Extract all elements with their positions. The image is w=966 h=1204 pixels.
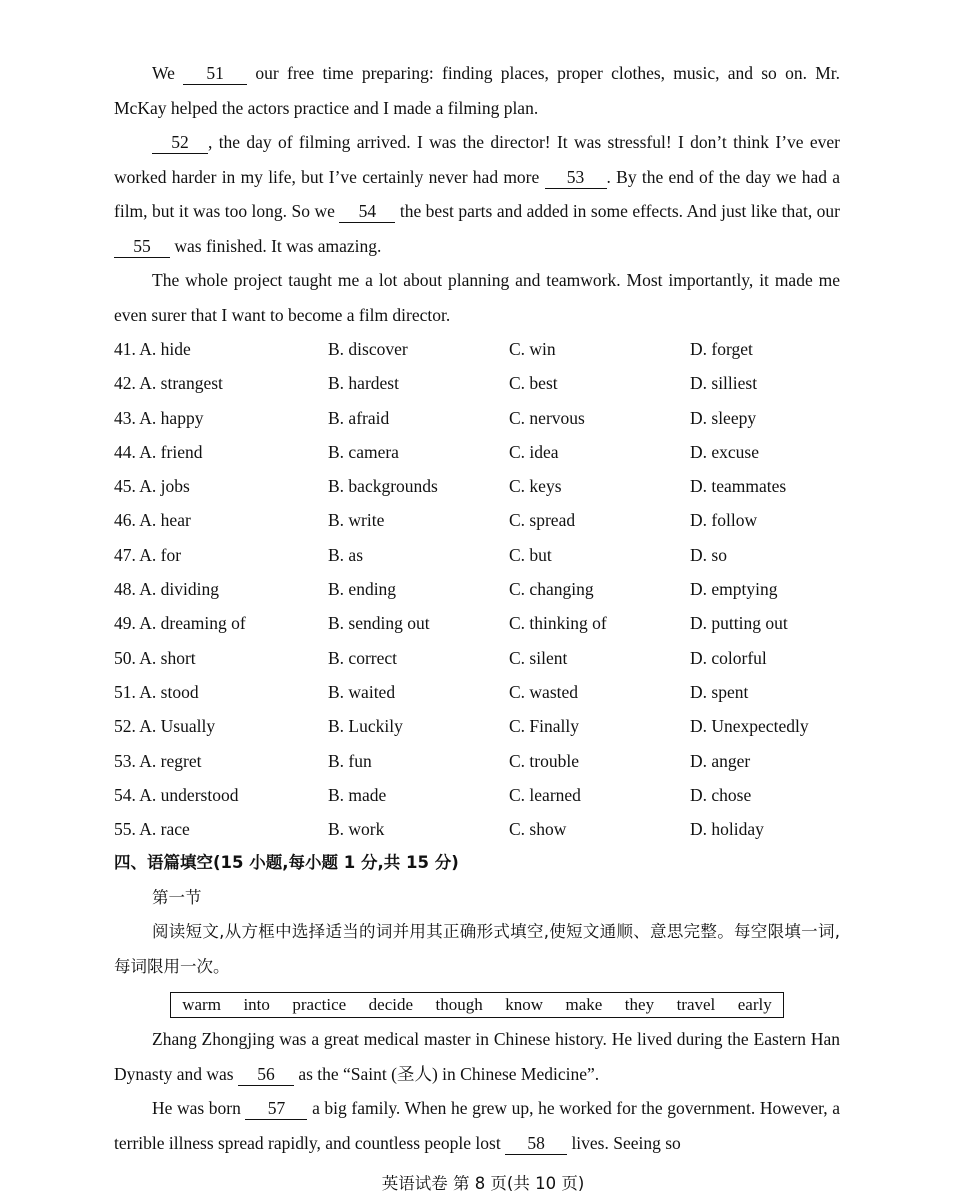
option-a: 55. A. race	[114, 819, 190, 840]
section-title: 四、语篇填空(15 小题,每小题 1 分,共 15 分)	[114, 853, 459, 873]
option-row	[114, 744, 840, 778]
word-box-item: into	[243, 995, 270, 1015]
option-row	[114, 709, 840, 743]
option-a: 53. A. regret	[114, 750, 202, 771]
option-d: D. follow	[690, 510, 758, 531]
exam-page	[114, 0, 840, 1160]
option-b: B. as	[328, 544, 363, 565]
option-b: B. correct	[328, 647, 397, 668]
option-a: 42. A. strangest	[114, 373, 223, 394]
word-box	[170, 992, 784, 1018]
option-a: 51. A. stood	[114, 681, 199, 702]
option-a: 54. A. understood	[114, 784, 239, 805]
option-row	[114, 606, 840, 640]
option-row	[114, 572, 840, 606]
option-a: 45. A. jobs	[114, 476, 190, 497]
word-box-item: make	[565, 995, 603, 1015]
option-d: D. so	[690, 544, 727, 565]
word-box-item: practice	[292, 995, 347, 1015]
option-c: C. silent	[509, 647, 568, 668]
option-d: D. teammates	[690, 476, 787, 497]
option-a: 48. A. dividing	[114, 579, 220, 600]
blank-53: 53	[545, 166, 607, 189]
text: Zhang Zhongjing was a great medical master in Chinese history. He lived during the Eastern Han Dynasty and was	[114, 1029, 840, 1084]
option-d: D. excuse	[690, 441, 760, 462]
option-c: C. wasted	[509, 681, 579, 702]
option-b: B. backgrounds	[328, 476, 438, 497]
option-d: D. emptying	[690, 579, 778, 600]
text: . By the end of the day we had a film, but it was too long. So we	[114, 166, 840, 221]
option-b: B. fun	[328, 750, 372, 771]
text: lives. Seeing so	[567, 1132, 681, 1153]
passage-paragraph-1	[114, 56, 840, 125]
option-row	[114, 812, 840, 846]
option-c: C. idea	[509, 441, 559, 462]
option-a: 49. A. dreaming of	[114, 613, 246, 634]
blank-56: 56	[238, 1063, 294, 1086]
option-c: C. show	[509, 819, 567, 840]
option-c: C. spread	[509, 510, 576, 531]
option-c: C. win	[509, 339, 556, 359]
option-c: C. best	[509, 373, 558, 394]
option-row	[114, 366, 840, 400]
word-box-item: though	[435, 995, 483, 1015]
option-row	[114, 435, 840, 469]
option-a: 41. A. hide	[114, 339, 191, 359]
option-d: D. holiday	[690, 819, 764, 840]
option-a: 47. A. for	[114, 544, 182, 565]
part-heading: 第一节	[152, 887, 202, 907]
option-c: C. thinking of	[509, 613, 607, 634]
option-row	[114, 538, 840, 572]
passage-paragraph-3: The whole project taught me a lot about planning and teamwork. Most importantly, it made me even surer that I want to become a film director.	[114, 270, 840, 325]
blank-55: 55	[114, 235, 170, 258]
option-row	[114, 675, 840, 709]
passage2-paragraph-1	[114, 1022, 840, 1091]
option-row	[114, 641, 840, 675]
blank-57: 57	[245, 1097, 307, 1120]
option-d: D. chose	[690, 784, 752, 805]
option-row	[114, 332, 840, 366]
word-box-item: warm	[182, 995, 221, 1015]
option-row	[114, 778, 840, 812]
option-b: B. sending out	[328, 613, 430, 634]
blank-52: 52	[152, 131, 208, 154]
text: was finished. It was amazing.	[170, 235, 382, 256]
option-c: C. learned	[509, 784, 581, 805]
text: , the day of filming arrived. I was the director! It was stressful! I don’t think I’ve ever worked harder in my life, but I’ve certainly never had more	[114, 132, 840, 187]
options-list	[114, 332, 840, 846]
option-a: 44. A. friend	[114, 441, 203, 462]
option-d: D. forget	[690, 339, 753, 359]
passage2-paragraph-2	[114, 1091, 840, 1160]
option-b: B. waited	[328, 681, 396, 702]
word-box-item: decide	[368, 995, 414, 1015]
option-d: D. silliest	[690, 373, 758, 394]
option-d: D. sleepy	[690, 407, 757, 428]
option-b: B. work	[328, 819, 385, 840]
option-b: B. made	[328, 784, 387, 805]
option-b: B. afraid	[328, 407, 390, 428]
option-c: C. Finally	[509, 716, 580, 737]
blank-51: 51	[183, 62, 247, 85]
option-b: B. write	[328, 510, 385, 531]
text: He was born	[152, 1098, 246, 1119]
option-b: B. hardest	[328, 373, 399, 394]
option-a: 46. A. hear	[114, 510, 191, 531]
option-b: B. discover	[328, 339, 408, 359]
text: our free time preparing: finding places, proper clothes, music, and so on. Mr. McKay helped the actors practice and I made a filming plan.	[114, 63, 841, 118]
option-d: D. colorful	[690, 647, 767, 668]
option-c: C. trouble	[509, 750, 579, 771]
word-box-item: early	[737, 995, 772, 1015]
option-c: C. changing	[509, 579, 594, 600]
option-c: C. keys	[509, 476, 562, 497]
page-footer: 英语试卷 第 8 页(共 10 页)	[381, 1174, 585, 1193]
option-a: 43. A. happy	[114, 407, 204, 428]
option-row	[114, 469, 840, 503]
text: as the “Saint (圣人) in Chinese Medicine”.	[293, 1063, 600, 1084]
option-c: C. nervous	[509, 407, 585, 428]
blank-54: 54	[339, 200, 395, 223]
option-b: B. Luckily	[328, 716, 403, 737]
option-row	[114, 401, 840, 435]
word-box-item: they	[624, 995, 655, 1015]
text: a big family. When he grew up, he worked for the government. However, a terrible illness spread rapidly, and countless people lost	[114, 1098, 840, 1153]
word-box-item: travel	[676, 995, 716, 1015]
text: the best parts and added in some effects. And just like that, our	[395, 201, 841, 221]
option-d: D. putting out	[690, 613, 788, 634]
passage-paragraph-2	[114, 125, 840, 263]
option-c: C. but	[509, 544, 552, 565]
text: We	[152, 63, 184, 83]
word-box-item: know	[505, 995, 543, 1015]
blank-58: 58	[505, 1132, 567, 1155]
instruction-text: 阅读短文,从方框中选择适当的词并用其正确形式填空,使短文通顺、意思完整。每空限填一词,每词限用一次。	[114, 922, 840, 976]
option-b: B. camera	[328, 441, 399, 462]
option-row	[114, 503, 840, 537]
option-d: D. anger	[690, 750, 751, 771]
option-b: B. ending	[328, 579, 397, 600]
option-a: 50. A. short	[114, 647, 196, 668]
option-d: D. Unexpectedly	[690, 716, 809, 737]
option-d: D. spent	[690, 681, 749, 702]
option-a: 52. A. Usually	[114, 716, 216, 737]
